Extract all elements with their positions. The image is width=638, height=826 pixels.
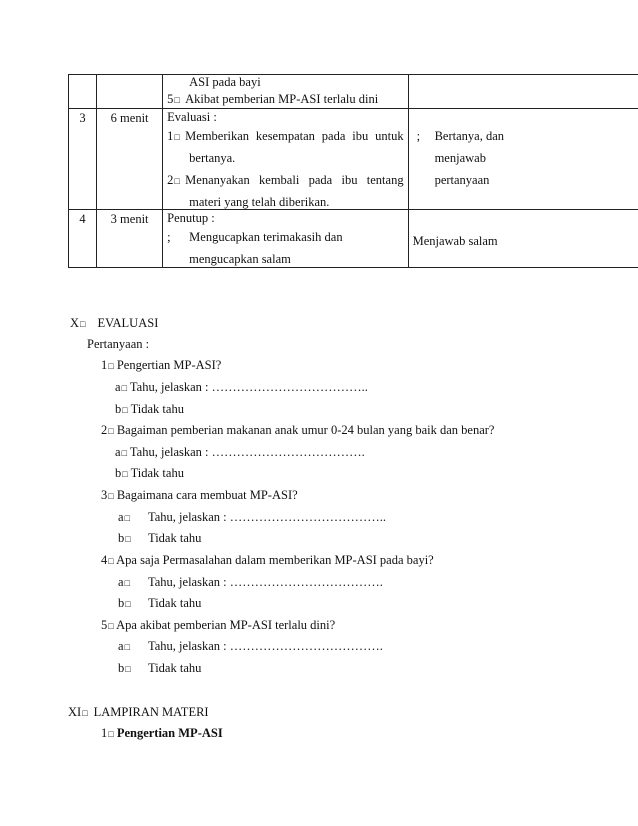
step-number: 5 □ xyxy=(167,91,185,108)
answer-mark: b □ xyxy=(115,402,128,416)
answer-text: Tidak tahu xyxy=(130,402,184,416)
question-5 xyxy=(101,617,335,634)
answer-mark: b □ xyxy=(118,530,148,547)
section-number: X □ xyxy=(70,316,85,330)
question-text: Apa saja Permasalahan dalam memberikan MP-ASI pada bayi? xyxy=(116,553,434,567)
cell-activity xyxy=(163,75,408,109)
response-line xyxy=(413,125,634,147)
activity-title: Penutup : xyxy=(167,211,215,225)
cell-time: 3 menit xyxy=(97,210,163,268)
cell-activity xyxy=(163,109,408,210)
answer-b xyxy=(118,595,201,612)
question-text: Bagaimana cara membuat MP-ASI? xyxy=(116,488,298,502)
answer-text: Tahu, jelaskan : ………………………………. xyxy=(148,639,383,653)
question-4 xyxy=(101,552,434,569)
step-text: Menanyakan kembali pada ibu tentang xyxy=(185,173,404,187)
question-number: 4 □ xyxy=(101,553,114,567)
question-number: 2 □ xyxy=(101,423,114,437)
question-number: 1 □ xyxy=(101,358,114,372)
answer-a xyxy=(118,638,383,655)
answer-text: Tahu, jelaskan : ……………………………….. xyxy=(148,510,386,524)
answer-mark: a □ xyxy=(118,638,148,655)
step-text: Akibat pemberian MP-ASI terlalu dini xyxy=(185,92,379,106)
cell-no: 3 xyxy=(69,109,97,210)
activity-step xyxy=(167,125,403,147)
answer-a xyxy=(118,509,386,526)
answer-mark: a □ xyxy=(115,380,127,394)
answer-mark: b □ xyxy=(115,466,128,480)
answer-text: Tidak tahu xyxy=(148,596,202,610)
cell-time xyxy=(97,75,163,109)
answer-mark: a □ xyxy=(115,445,127,459)
activity-title: Evaluasi : xyxy=(167,110,217,124)
step-text: Mengucapkan terimakasih dan xyxy=(189,230,343,244)
response-text-cont: menjawab xyxy=(434,151,486,165)
answer-text: Tahu, jelaskan : ………………………………. xyxy=(129,445,365,459)
answer-text: Tidak tahu xyxy=(130,466,184,480)
answer-mark: b □ xyxy=(118,660,148,677)
question-number: 3 □ xyxy=(101,488,114,502)
question-number: 5 □ xyxy=(101,618,114,632)
section-title: EVALUASI xyxy=(97,316,159,330)
step-text-cont: bertanya. xyxy=(189,151,236,165)
answer-a xyxy=(118,574,383,591)
section-number: XI □ xyxy=(68,705,88,719)
section-heading-lampiran xyxy=(68,704,209,721)
answer-mark: b □ xyxy=(118,595,148,612)
table-row xyxy=(69,109,638,210)
activity-table xyxy=(68,74,638,268)
question-text: Apa akibat pemberian MP-ASI terlalu dini? xyxy=(116,618,336,632)
cell-no: 4 xyxy=(69,210,97,268)
answer-text: Tidak tahu xyxy=(148,661,202,675)
answer-b xyxy=(115,401,184,418)
answer-mark: a □ xyxy=(118,509,148,526)
lampiran-item-1 xyxy=(101,725,223,742)
cell-response xyxy=(408,75,638,109)
activity-step xyxy=(167,226,403,248)
step-text: Memberikan kesempatan pada ibu untuk xyxy=(185,129,404,143)
table-row-continued xyxy=(69,75,638,109)
section-title: LAMPIRAN MATERI xyxy=(93,705,209,719)
question-3 xyxy=(101,487,298,504)
answer-a xyxy=(115,379,368,396)
step-bullet: ; xyxy=(167,230,171,244)
question-text: Bagaiman pemberian makanan anak umur 0-24 bulan yang baik dan benar? xyxy=(116,423,495,437)
table-row xyxy=(69,210,638,268)
answer-b xyxy=(118,530,201,547)
step-number: 1 □ xyxy=(167,125,185,147)
cell-response xyxy=(408,109,638,210)
answer-text: Tidak tahu xyxy=(148,531,202,545)
answer-text: Tahu, jelaskan : ……………………………….. xyxy=(129,380,368,394)
activity-line: ASI pada bayi xyxy=(189,75,261,89)
question-text: Pengertian MP-ASI? xyxy=(116,358,222,372)
answer-text: Tahu, jelaskan : ………………………………. xyxy=(148,575,383,589)
response-text-cont: pertanyaan xyxy=(434,173,490,187)
step-number: 2 □ xyxy=(167,169,185,191)
answer-b xyxy=(118,660,201,677)
cell-activity xyxy=(163,210,408,268)
section-heading-evaluasi xyxy=(70,315,158,332)
evaluasi-intro: Pertanyaan : xyxy=(87,337,150,351)
activity-step xyxy=(167,91,403,108)
answer-a xyxy=(115,444,365,461)
item-number: 1 □ xyxy=(101,726,114,740)
cell-no xyxy=(69,75,97,109)
step-text-cont: mengucapkan salam xyxy=(189,252,291,266)
step-text-cont: materi yang telah diberikan. xyxy=(189,195,330,209)
activity-step xyxy=(167,169,403,191)
cell-time: 6 menit xyxy=(97,109,163,210)
response-text: Bertanya, dan xyxy=(434,129,504,143)
answer-mark: a □ xyxy=(118,574,148,591)
cell-response: Menjawab salam xyxy=(408,210,638,268)
response-bullet: ; xyxy=(416,129,421,143)
question-2 xyxy=(101,422,494,439)
item-text: Pengertian MP-ASI xyxy=(116,726,223,740)
question-1 xyxy=(101,357,221,374)
answer-b xyxy=(115,465,184,482)
